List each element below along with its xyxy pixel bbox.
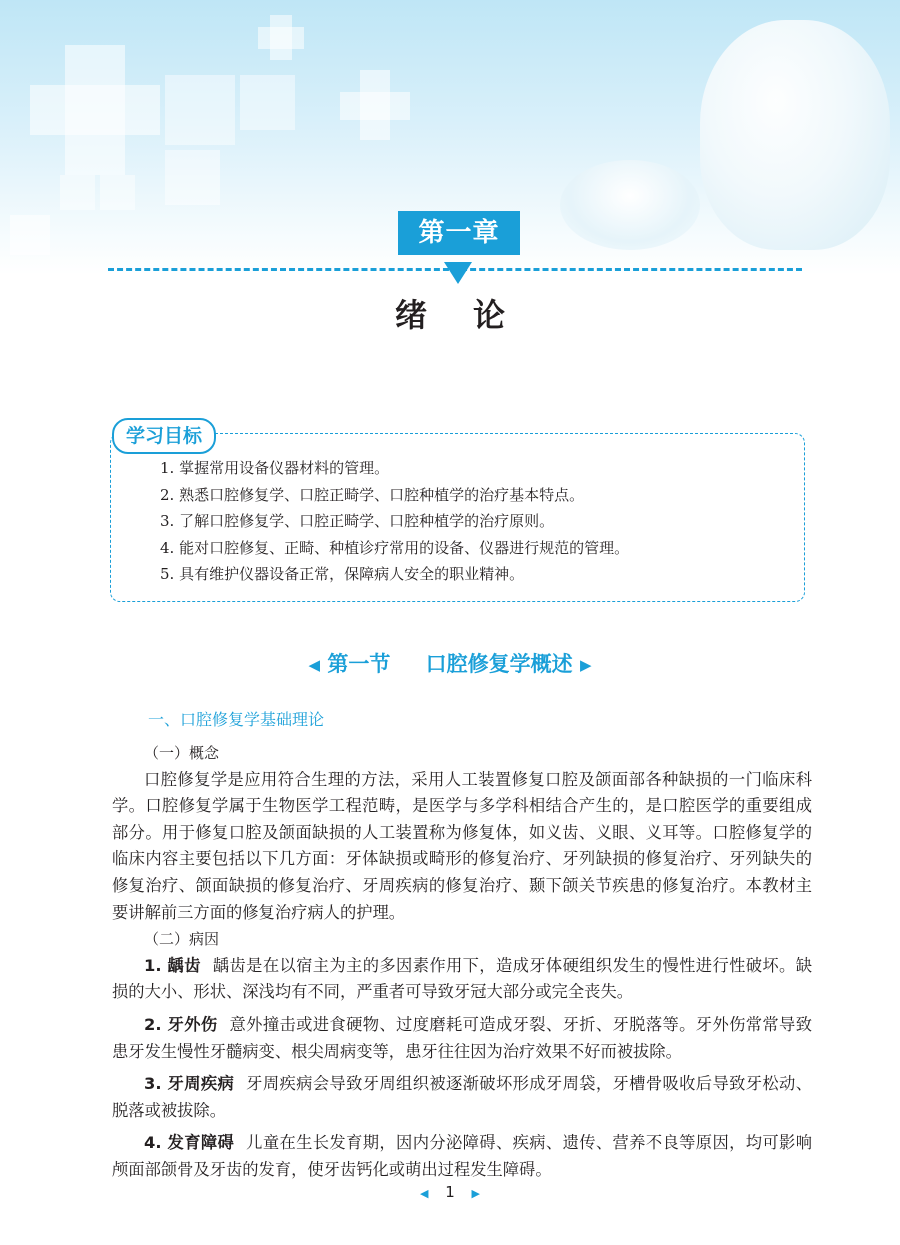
etiology-item <box>112 1071 812 1124</box>
section-heading <box>0 648 900 678</box>
learning-goals-list <box>160 455 629 588</box>
etiology-text: 龋齿是在以宿主为主的多因素作用下，造成牙体硬组织发生的慢性进行性破坏。缺损的大小、形状、深浅均有不同，严重者可导致牙冠大部分或完全丧失。 <box>112 955 812 1002</box>
etiology-term: 1. 龋齿 <box>144 955 201 975</box>
body-text <box>112 740 812 1184</box>
etiology-term: 4. 发育障碍 <box>144 1133 235 1153</box>
etiology-item <box>112 953 812 1006</box>
triangle-left-icon: ◀ <box>308 656 321 674</box>
chapter-label: 第一章 <box>398 211 520 255</box>
etiology-text: 儿童在生长发育期，因内分泌障碍、疾病、遗传、营养不良等原因，均可影响颅面部颌骨及牙齿的发育，使牙齿钙化或萌出过程发生障碍。 <box>112 1133 812 1179</box>
goal-item: 4. 能对口腔修复、正畸、种植诊疗常用的设备、仪器进行规范的管理。 <box>160 538 630 557</box>
triangle-left-icon: ◀ <box>419 1187 429 1200</box>
chapter-divider-pointer <box>444 262 472 284</box>
etiology-term: 3. 牙周疾病 <box>144 1074 235 1094</box>
concept-paragraph: 口腔修复学是应用符合生理的方法，采用人工装置修复口腔及颌面部各种缺损的一门临床科学。口腔修复学属于生物医学工程范畴，是医学与多学科相结合产生的，是口腔医学的重要组成部分。用于修复口腔及颌面缺损的人工装置称为修复体，如义齿、义眼、义耳等。口腔修复学的临床内容主要包括以下几方面：牙体缺损或畸形的修复治疗、牙列缺损的修复治疗、牙列缺失的修复治疗、颌面缺损的修复治疗、牙周疾病的修复治疗、颞下颌关节疾患的修复治疗。本教材主要讲解前三方面的修复治疗病人的护理。 <box>112 769 812 922</box>
triangle-right-icon: ▶ <box>471 1187 481 1200</box>
section-number: 第一节 <box>327 652 391 676</box>
goal-item: 3. 了解口腔修复学、口腔正畸学、口腔种植学的治疗原则。 <box>160 512 555 530</box>
learning-goals-label: 学习目标 <box>112 418 216 454</box>
tooth-graphic-small <box>560 160 700 250</box>
etiology-term: 2. 牙外伤 <box>144 1014 218 1034</box>
subsection-heading: 一、口腔修复学基础理论 <box>148 710 325 729</box>
section-title: 口腔修复学概述 <box>425 652 573 676</box>
triangle-right-icon: ▶ <box>579 656 592 674</box>
etiology-heading: （二）病因 <box>144 930 220 949</box>
etiology-text: 意外撞击或进食硬物、过度磨耗可造成牙裂、牙折、牙脱落等。牙外伤常常导致患牙发生慢性牙髓病变、根尖周病变等，患牙往往因为治疗效果不好而被拔除。 <box>112 1014 812 1061</box>
goal-item: 5. 具有维护仪器设备正常，保障病人安全的职业精神。 <box>160 565 525 583</box>
goal-item: 2. 熟悉口腔修复学、口腔正畸学、口腔种植学的治疗基本特点。 <box>160 485 585 504</box>
page-number: 1 <box>445 1183 455 1201</box>
chapter-title: 绪论 <box>394 296 551 334</box>
tooth-graphic <box>700 20 890 250</box>
etiology-item <box>112 1130 812 1183</box>
page-footer <box>0 1183 900 1201</box>
etiology-item <box>112 1012 812 1065</box>
goal-item: 1. 掌握常用设备仪器材料的管理。 <box>160 459 390 477</box>
concept-heading: （一）概念 <box>144 744 220 762</box>
etiology-text: 牙周疾病会导致牙周组织被逐渐破坏形成牙周袋，牙槽骨吸收后导致牙松动、脱落或被拔除。 <box>112 1074 812 1120</box>
